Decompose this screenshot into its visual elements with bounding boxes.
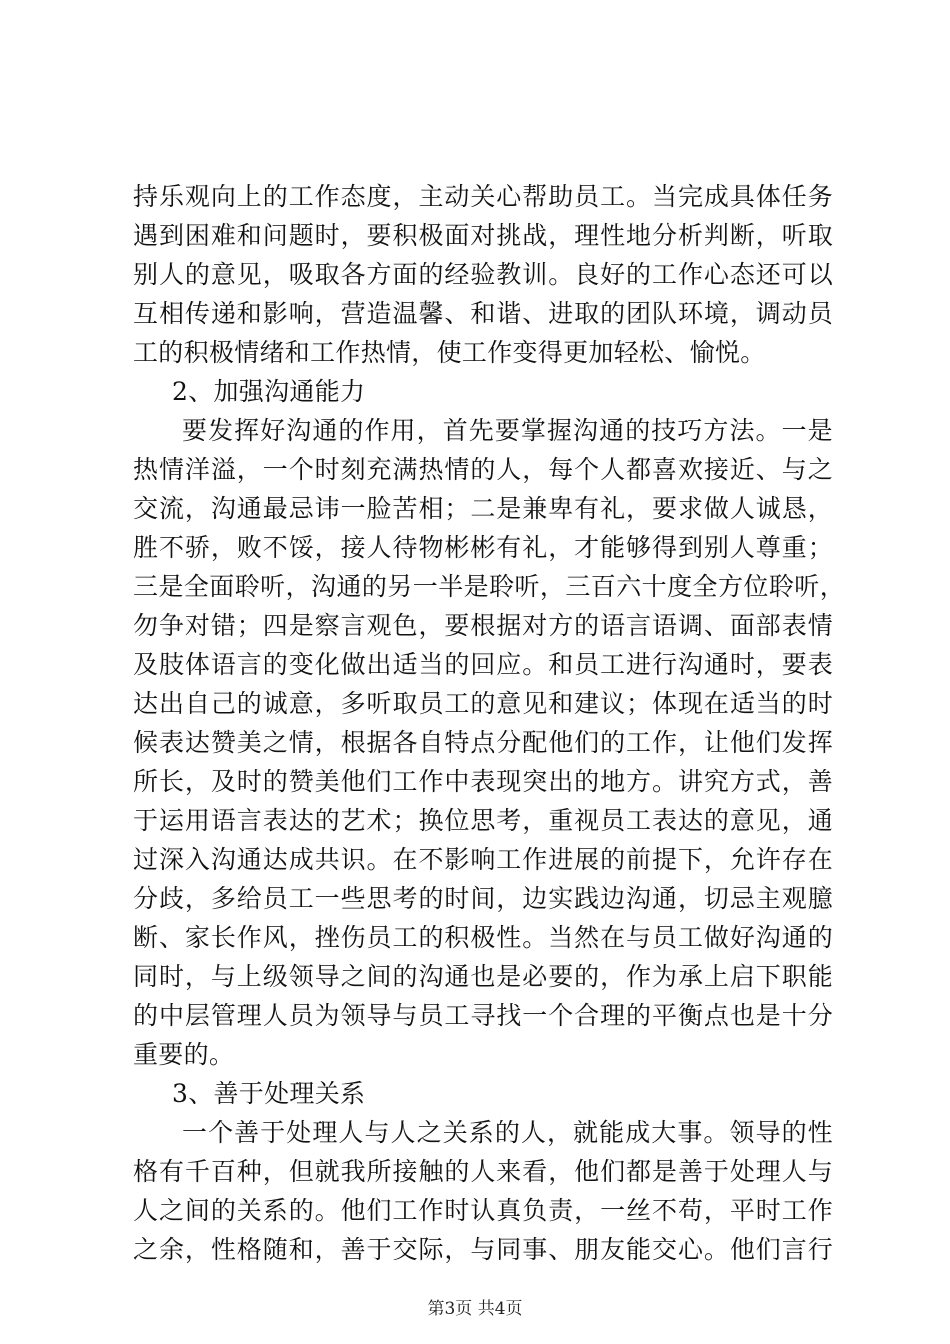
paragraph-line: 热情洋溢，一个时刻充满热情的人，每个人都喜欢接近、与之 [133, 455, 833, 484]
page-number-footer: 第3页 共4页 [427, 1299, 523, 1319]
paragraph-line: 过深入沟通达成共识。在不影响工作进展的前提下，允许存在 [133, 845, 833, 874]
paragraph-line: 持乐观向上的工作态度，主动关心帮助员工。当完成具体任务 [133, 182, 833, 211]
paragraph-line: 遇到困难和问题时，要积极面对挑战，理性地分析判断，听取 [133, 221, 833, 250]
paragraph-line: 勿争对错；四是察言观色，要根据对方的语言语调、面部表情 [133, 611, 833, 640]
paragraph-line: 三是全面聆听，沟通的另一半是聆听，三百六十度全方位聆听， [133, 572, 845, 601]
paragraph-line: 之余，性格随和，善于交际，与同事、朋友能交心。他们言行 [133, 1235, 833, 1264]
paragraph-line: 一个善于处理人与人之关系的人，就能成大事。领导的性 [182, 1118, 833, 1147]
paragraph-line: 要发挥好沟通的作用，首先要掌握沟通的技巧方法。一是 [182, 416, 833, 445]
paragraph-line: 胜不骄，败不馁，接人待物彬彬有礼，才能够得到别人尊重； [133, 533, 833, 562]
paragraph-line: 重要的。 [133, 1040, 235, 1069]
paragraph-line: 格有千百种，但就我所接触的人来看，他们都是善于处理人与 [133, 1157, 833, 1186]
paragraph-line: 断、家长作风，挫伤员工的积极性。当然在与员工做好沟通的 [133, 923, 833, 952]
paragraph-line: 分歧，多给员工一些思考的时间，边实践边沟通，切忌主观臆 [133, 884, 833, 913]
paragraph-line: 交流，沟通最忌讳一脸苦相；二是兼卑有礼，要求做人诚恳， [133, 494, 833, 523]
paragraph-line: 及肢体语言的变化做出适当的回应。和员工进行沟通时，要表 [133, 650, 833, 679]
paragraph-line: 互相传递和影响，营造温馨、和谐、进取的团队环境，调动员 [133, 299, 833, 328]
paragraph-line: 于运用语言表达的艺术；换位思考，重视员工表达的意见，通 [133, 806, 833, 835]
paragraph-line: 同时，与上级领导之间的沟通也是必要的，作为承上启下职能 [133, 962, 833, 991]
paragraph-line: 工的积极情绪和工作热情，使工作变得更加轻松、愉悦。 [133, 338, 766, 367]
paragraph-line: 人之间的关系的。他们工作时认真负责，一丝不苟，平时工作 [133, 1196, 833, 1225]
paragraph-line: 候表达赞美之情，根据各自特点分配他们的工作，让他们发挥 [133, 728, 833, 757]
paragraph-line: 所长，及时的赞美他们工作中表现突出的地方。讲究方式，善 [133, 767, 833, 796]
paragraph-line: 达出自己的诚意，多听取员工的意见和建议；体现在适当的时 [133, 689, 833, 718]
paragraph-line: 的中层管理人员为领导与员工寻找一个合理的平衡点也是十分 [133, 1001, 833, 1030]
section-heading: 2、加强沟通能力 [172, 377, 366, 406]
section-heading: 3、善于处理关系 [172, 1079, 366, 1108]
paragraph-line: 别人的意见，吸取各方面的经验教训。良好的工作心态还可以 [133, 260, 833, 289]
